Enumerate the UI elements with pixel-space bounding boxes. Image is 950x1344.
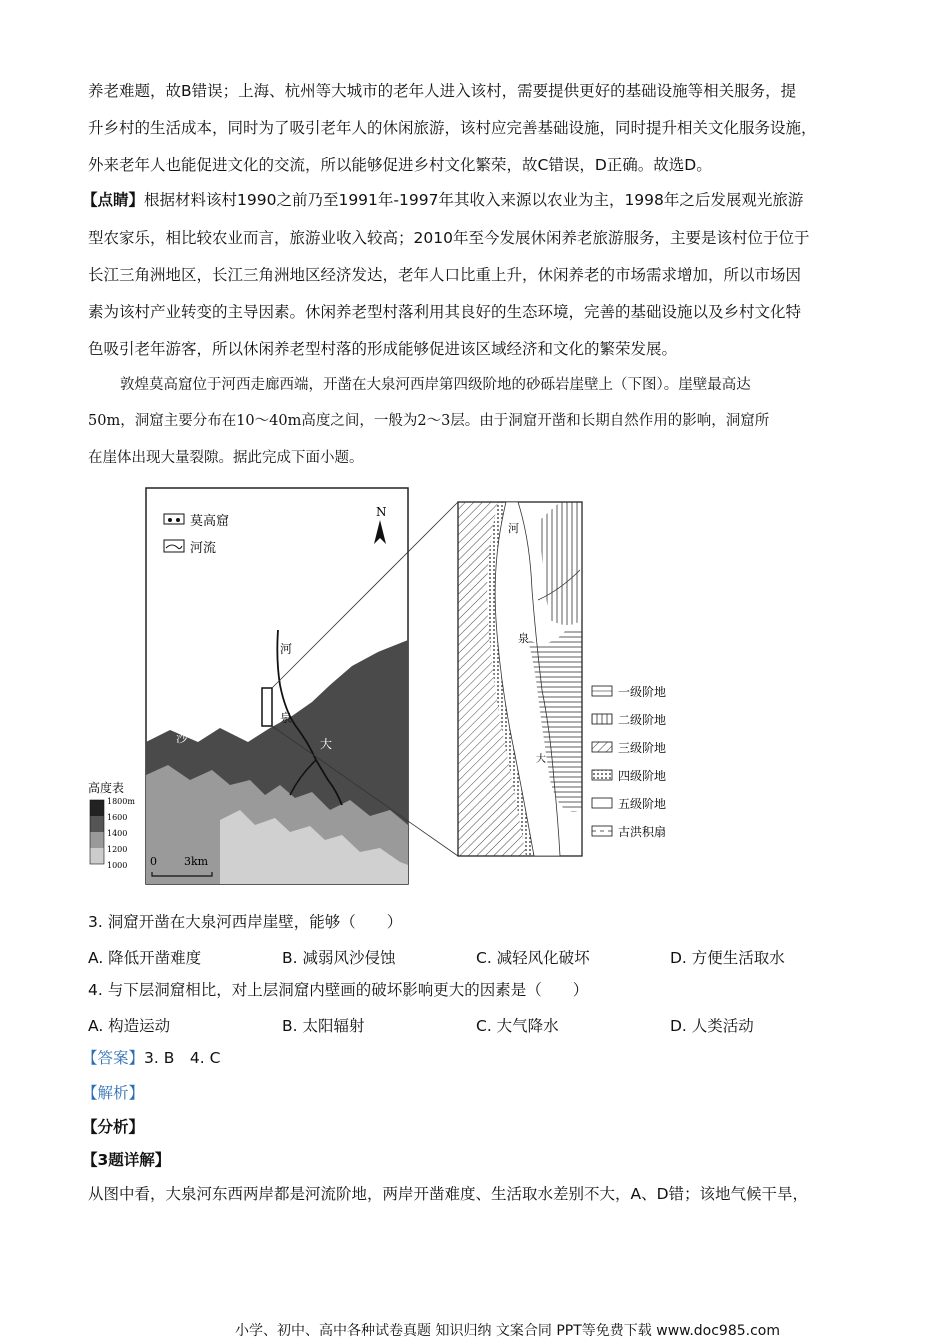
legend-cave-label: 莫高窟 — [190, 514, 230, 529]
mogao-map-figure — [80, 480, 690, 890]
answer-text: 3. B 4. C — [144, 1049, 221, 1067]
terrace-legend-label: 古洪积扇 — [618, 825, 667, 839]
paragraph-line: 长江三角洲地区，长江三角洲地区经济发达，老年人口比重上升，休闲养老的市场需求增加，所以市场因 — [88, 266, 802, 284]
paragraph-line: 外来老年人也能促进文化的交流，所以能够促进乡村文化繁荣，故C错误，D正确。故选D。 — [88, 156, 712, 174]
q3-option-b: B. 减弱风沙侵蚀 — [282, 949, 396, 967]
detail-label-da: 大 — [536, 754, 546, 765]
q4-option-a: A. 构造运动 — [88, 1017, 171, 1035]
q4-option-b: B. 太阳辐射 — [282, 1017, 365, 1035]
paragraph-line: 素为该村产业转变的主导因素。休闲养老型村落利用其良好的生态环境，完善的基础设施以及乡村文化特 — [88, 303, 802, 321]
material-line: 敦煌莫高窟位于河西走廊西端，开凿在大泉河西岸第四级阶地的砂砾岩崖壁上（下图）。崖壁最高达 — [120, 377, 751, 393]
height-bar-3 — [90, 832, 104, 848]
paragraph-line: 养老难题，故B错误；上海、杭州等大城市的老年人进入该村，需要提供更好的基础设施等相关服务，提 — [88, 82, 797, 100]
dianjing-tag: 【点睛】 — [82, 191, 145, 209]
north-label: N — [376, 505, 387, 519]
q3-option-d: D. 方便生活取水 — [670, 949, 785, 967]
scale-3km: 3km — [184, 855, 209, 868]
height-bar-1 — [90, 800, 104, 816]
footer-text: 小学、初中、高中各种试卷真题 知识归纳 文案合同 PPT等免费下载 www.doc985.com — [235, 1323, 780, 1339]
detail-label-he: 河 — [508, 522, 519, 535]
question-4: 4. 与下层洞窟相比，对上层洞窟内壁画的破坏影响更大的因素是（ ） — [88, 981, 589, 999]
height-bar-4 — [90, 848, 104, 864]
height-title: 高度表 — [88, 781, 125, 795]
legend-river-label: 河流 — [190, 541, 217, 556]
legend-river-symbol — [164, 540, 184, 552]
map-cave-marker — [262, 688, 272, 726]
q3-option-a: A. 降低开凿难度 — [88, 949, 202, 967]
answer-tag: 【答案】 — [82, 1049, 145, 1067]
paragraph-text: 根据材料该村1990之前乃至1991年-1997年其收入来源以农业为主，1998年之后发展观光旅游 — [144, 191, 804, 209]
q3-detail-tag: 【3题详解】 — [82, 1151, 171, 1169]
q3-option-c: C. 减轻风化破坏 — [476, 949, 590, 967]
terrace-legend-label: 五级阶地 — [618, 797, 667, 811]
answer-line — [82, 1048, 872, 1068]
paragraph-line: 升乡村的生活成本，同时为了吸引老年人的休闲旅游，该村应完善基础设施，同时提升相关文化服务设施， — [88, 119, 817, 137]
material-line: 在崖体出现大量裂隙。据此完成下面小题。 — [88, 450, 364, 466]
paragraph-line: 型农家乐，相比较农业而言，旅游业收入较高；2010年至今发展休闲养老旅游服务，主要是该村位于位于 — [88, 229, 810, 247]
jiexi-tag: 【解析】 — [82, 1084, 145, 1102]
legend-cave-symbol — [164, 514, 184, 524]
fenxi-tag: 【分析】 — [82, 1118, 145, 1136]
q4-option-d: D. 人类活动 — [670, 1017, 754, 1035]
terrace-legend-label: 二级阶地 — [618, 713, 667, 727]
height-bar-2 — [90, 816, 104, 832]
scale-zero: 0 — [150, 855, 157, 868]
height-tick: 1400 — [107, 829, 128, 838]
dianjing-line — [82, 190, 872, 210]
detail-line: 从图中看，大泉河东西两岸都是河流阶地，两岸开凿难度、生活取水差别不大，A、D错；该地气候干旱， — [88, 1185, 809, 1203]
q4-option-c: C. 大气降水 — [476, 1017, 559, 1035]
terrace-legend-label: 一级阶地 — [618, 685, 667, 699]
terrace-legend — [592, 684, 666, 839]
map-label-ming: 鸣 — [172, 694, 185, 708]
map-label-sha: 沙 — [176, 731, 189, 745]
material-line: 50m，洞窟主要分布在10～40m高度之间，一般为2～3层。由于洞窟开凿和长期自然作用的影响，洞窟所 — [88, 413, 770, 429]
height-tick: 1600 — [107, 813, 128, 822]
height-tick: 1000 — [107, 861, 128, 870]
question-3: 3. 洞窟开凿在大泉河西岸崖壁，能够（ ） — [88, 913, 403, 931]
terrace-legend-label: 三级阶地 — [618, 741, 667, 755]
map-label-he: 河 — [280, 642, 293, 656]
map-label-quan: 泉 — [280, 711, 293, 725]
detail-label-quan: 泉 — [518, 632, 529, 645]
height-tick: 1200 — [107, 845, 128, 854]
terrace-legend-label: 四级阶地 — [618, 769, 667, 783]
paragraph-line: 色吸引老年游客，所以休闲养老型村落的形成能够促进该区域经济和文化的繁荣发展。 — [88, 340, 678, 358]
height-tick: 1800m — [107, 797, 135, 806]
map-label-da: 大 — [320, 737, 333, 751]
